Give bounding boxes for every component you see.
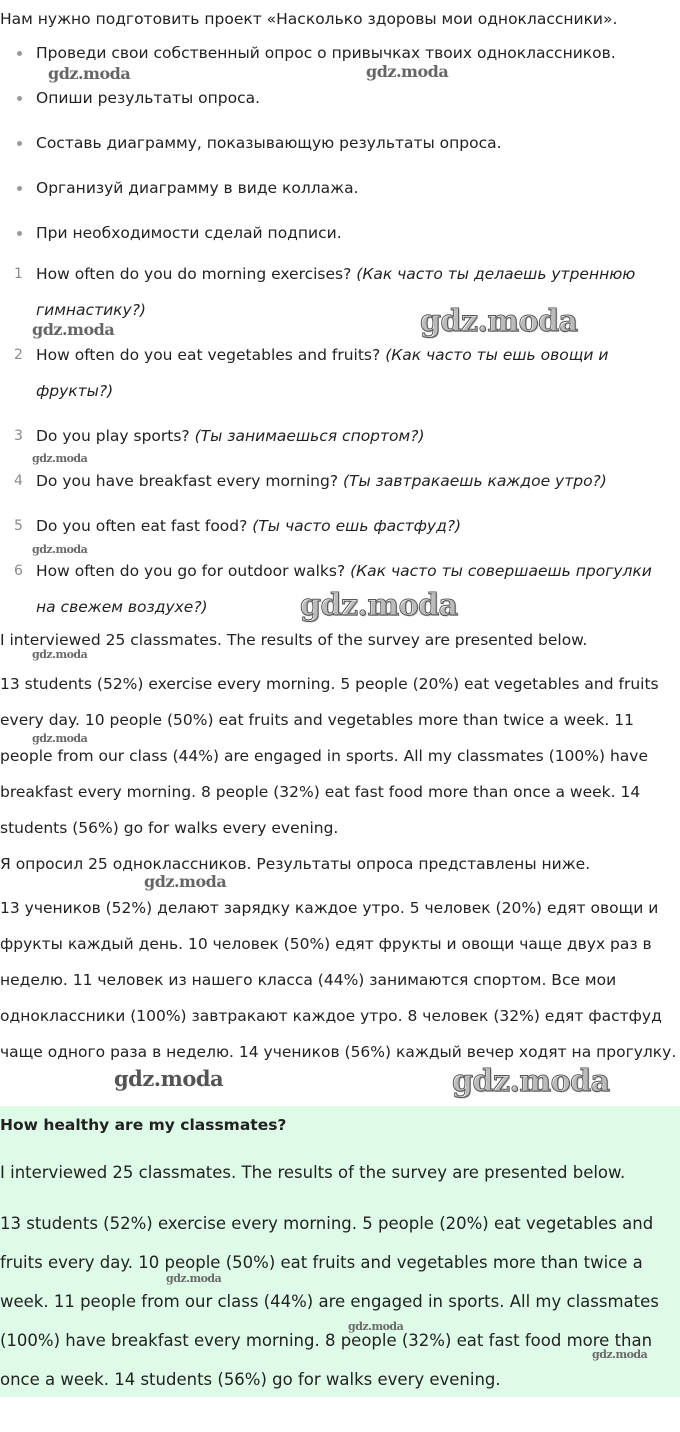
watermark-logo: gdz.moda (420, 304, 578, 339)
bullet-text: Опиши результаты опроса. (36, 89, 261, 107)
bullet-dot-icon (17, 96, 22, 101)
question-number: 2 (14, 347, 23, 363)
question-item (0, 508, 680, 544)
watermark-logo: gdz.moda (32, 543, 88, 556)
watermark-logo: gdz.moda (32, 732, 88, 745)
question-number: 3 (14, 428, 23, 444)
watermark-logo: gdz.moda (144, 872, 227, 891)
question-list (0, 256, 680, 634)
question-english: Do you play sports? (36, 427, 190, 445)
question-english: How often do you go for outdoor walks? (36, 562, 346, 580)
question-item (0, 553, 680, 625)
question-english: How often do you eat vegetables and fruits? (36, 346, 381, 364)
question-russian: (Как часто ты ешь овощи и фрукты?) (36, 346, 609, 400)
watermark-logo: gdz.moda (32, 452, 88, 465)
question-item (0, 418, 680, 454)
question-item (0, 337, 680, 409)
bullet-dot-icon (17, 51, 22, 56)
question-russian: (Ты часто ешь фастфуд?) (252, 517, 462, 535)
question-item (0, 256, 680, 328)
bullet-item (0, 130, 680, 175)
answer-title: How healthy are my classmates? (0, 1116, 287, 1134)
bullet-item (0, 40, 680, 85)
bullet-item (0, 175, 680, 220)
bullet-text: При необходимости сделай подписи. (36, 224, 342, 242)
question-english: Do you often eat fast food? (36, 517, 248, 535)
bullet-dot-icon (17, 231, 22, 236)
bullet-text: Проведи свои собственный опрос о привычках твоих одноклассников. (36, 44, 616, 62)
watermark-logo: gdz.moda (32, 320, 115, 339)
english-intro-paragraph: I interviewed 25 classmates. The results of the survey are presented below. (0, 631, 588, 649)
question-number: 1 (14, 266, 23, 282)
question-russian: (Ты занимаешься спортом?) (194, 427, 425, 445)
bullet-text: Составь диаграмму, показывающую результаты опроса. (36, 134, 502, 152)
question-number: 5 (14, 518, 23, 534)
watermark-logo: gdz.moda (114, 1066, 224, 1091)
answer-intro: I interviewed 25 classmates. The results of the survey are presented below. (0, 1163, 626, 1182)
question-number: 4 (14, 473, 23, 489)
watermark-logo: gdz.moda (348, 1320, 404, 1333)
watermark-logo: gdz.moda (300, 588, 458, 623)
russian-intro-paragraph: Я опросил 25 одноклассников. Результаты опроса представлены ниже. (0, 855, 591, 873)
question-english: How often do you do morning exercises? (36, 265, 352, 283)
answer-body: 13 students (52%) exercise every morning. 5 people (20%) eat vegetables and fruits every day. 10 people (50%) eat fruits and vegetables more than twice a week. 11 people from our class (44%) are engaged in sports. All my classmates (100%) have breakfast every morning. 8 people (32%) eat fast food more than once a week. 14 students (56%) go for walks every evening. (0, 1214, 659, 1389)
watermark-logo: gdz.moda (452, 1064, 610, 1099)
watermark-logo: gdz.moda (592, 1348, 648, 1361)
watermark-logo: gdz.moda (166, 1272, 222, 1285)
bullet-dot-icon (17, 141, 22, 146)
watermark-logo: gdz.moda (366, 62, 449, 81)
question-english: Do you have breakfast every morning? (36, 472, 339, 490)
watermark-logo: gdz.moda (48, 64, 131, 83)
bullet-dot-icon (17, 186, 22, 191)
english-results-paragraph: 13 students (52%) exercise every morning. 5 people (20%) eat vegetables and fruits every day. 10 people (50%) eat fruits and vegetables more than twice a week. 11 people from our class (44%) are engaged in sports. All my classmates (100%) have breakfast every morning. 8 people (32%) eat fast food more than once a week. 14 students (56%) go for walks every evening. (0, 675, 659, 837)
bullet-item (0, 85, 680, 130)
task-bullet-list (0, 40, 680, 265)
intro-text: Нам нужно подготовить проект «Насколько здоровы мои одноклассники». (0, 10, 618, 28)
question-russian: (Как часто ты делаешь утреннюю гимнастику?) (36, 265, 636, 319)
question-russian: (Ты завтракаешь каждое утро?) (342, 472, 607, 490)
question-item (0, 463, 680, 499)
question-number: 6 (14, 563, 23, 579)
russian-results-paragraph: 13 учеников (52%) делают зарядку каждое утро. 5 человек (20%) едят овощи и фрукты каждый день. 10 человек (50%) едят фрукты и овощи чаще двух раз в неделю. 11 человек из нашего класса (44%) занимаются спортом. Все мои одноклассники (100%) завтракают каждое утро. 8 человек (32%) едят фастфуд чаще одного раза в неделю. 14 учеников (56%) каждый вечер ходят на прогулку. (0, 899, 677, 1061)
question-russian: (Как часто ты совершаешь прогулки на свежем воздухе?) (36, 562, 652, 616)
answer-box (0, 1106, 680, 1397)
bullet-text: Организуй диаграмму в виде коллажа. (36, 179, 359, 197)
watermark-logo: gdz.moda (32, 648, 88, 661)
